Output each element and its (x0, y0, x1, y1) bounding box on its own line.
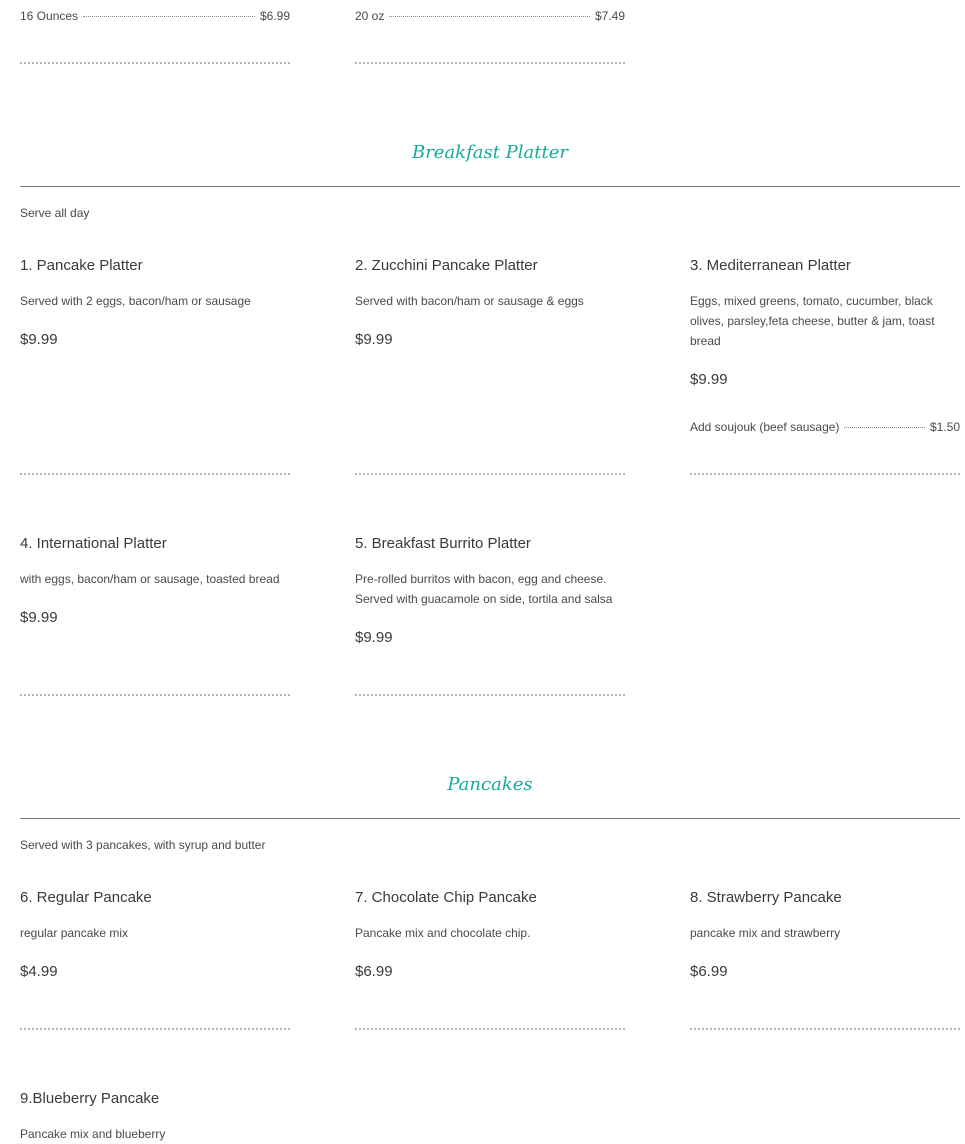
section-title-breakfast-platter: Breakfast Platter (411, 142, 569, 163)
menu-item-desc: Pancake mix and chocolate chip. (355, 926, 531, 940)
section-note: Served with 3 pancakes, with syrup and butter (20, 838, 266, 852)
item-separator (355, 473, 625, 475)
size-label: 20 oz (355, 9, 385, 23)
menu-item-name: 4. International Platter (20, 535, 167, 552)
menu-item-price: $9.99 (20, 609, 58, 626)
menu-item-price: $9.99 (355, 331, 393, 348)
menu-item-price: $9.99 (690, 371, 728, 388)
size-label: 16 Ounces (20, 9, 79, 23)
menu-item-name: 3. Mediterranean Platter (690, 257, 851, 274)
menu-item-name: 1. Pancake Platter (20, 257, 143, 274)
section-rule (20, 186, 960, 187)
menu-item-desc: with eggs, bacon/ham or sausage, toasted bread (20, 572, 280, 586)
menu-item-desc: Served with 2 eggs, bacon/ham or sausage (20, 294, 251, 308)
menu-item-desc: Pancake mix and blueberry (20, 1127, 166, 1141)
menu-item-desc: Pre-rolled burritos with bacon, egg and cheese. Served with guacamole on side, tortila and salsa (355, 572, 613, 606)
item-separator (20, 1028, 290, 1030)
menu-item-desc: Eggs, mixed greens, tomato, cucumber, black olives, parsley,feta cheese, butter & jam, toast bread (690, 294, 935, 348)
menu-item-price: $9.99 (20, 331, 58, 348)
menu-item-desc: Served with bacon/ham or sausage & eggs (355, 294, 584, 308)
addon-label: Add soujouk (beef sausage) (690, 420, 840, 434)
menu-item-desc: pancake mix and strawberry (690, 926, 841, 940)
addon-row (690, 420, 960, 434)
item-separator (355, 62, 625, 64)
menu-item-price: $4.99 (20, 963, 58, 980)
menu-item-name: 8. Strawberry Pancake (690, 889, 842, 906)
menu-item-price: $6.99 (690, 963, 728, 980)
dot-leader (83, 16, 255, 17)
dot-leader (844, 427, 925, 428)
item-separator (20, 473, 290, 475)
size-price: $7.49 (594, 9, 625, 23)
item-separator (355, 694, 625, 696)
section-rule (20, 818, 960, 819)
menu-item-name: 9.Blueberry Pancake (20, 1090, 160, 1107)
section-note: Serve all day (20, 206, 90, 220)
item-separator (355, 1028, 625, 1030)
addon-price: $1.50 (929, 420, 960, 434)
menu-item-name: 7. Chocolate Chip Pancake (355, 889, 537, 906)
item-separator (690, 1028, 960, 1030)
item-separator (690, 473, 960, 475)
size-row-20oz (355, 9, 625, 23)
menu-item-price: $6.99 (355, 963, 393, 980)
menu-item-price: $9.99 (355, 629, 393, 646)
section-title-pancakes: Pancakes (447, 774, 533, 795)
menu-item-name: 5. Breakfast Burrito Platter (355, 535, 531, 552)
dot-leader (389, 16, 590, 17)
menu-item-desc: regular pancake mix (20, 926, 129, 940)
menu-item-name: 6. Regular Pancake (20, 889, 152, 906)
menu-item-name: 2. Zucchini Pancake Platter (355, 257, 538, 274)
item-separator (20, 62, 290, 64)
item-separator (20, 694, 290, 696)
size-row-16oz (20, 9, 290, 23)
size-price: $6.99 (259, 9, 290, 23)
